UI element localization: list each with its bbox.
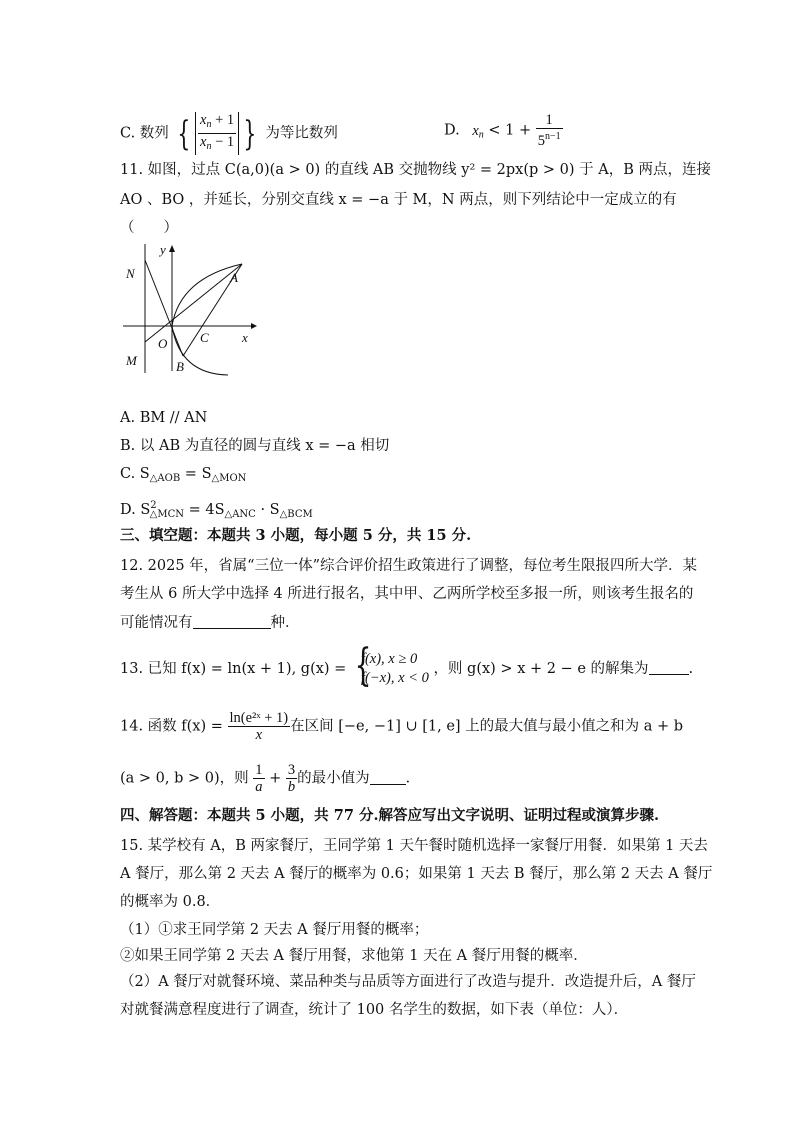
- q11-option-a: A. BM // AN: [120, 410, 208, 426]
- q11-option-d: D. $S^2_{\triangle MCN} = 4S_{\triangle ANC} \cdot S_{\triangle BCM}$: [120, 500, 313, 520]
- fraction-3-over-b: $\frac{3}{b}$: [287, 762, 296, 795]
- q14-line1: 14. 函数 f(x) = $\frac{\text{ln(e²ˣ + 1)}}{x}$ 在区间 [−e, −1] ∪ [1, e] 上的最大值与最小值之和为 a + b: [120, 710, 684, 743]
- q15-line1: 15. 某学校有 A，B 两家餐厅，王同学第 1 天午餐时随机选择一家餐厅用餐．如果第 1 天去: [120, 838, 708, 854]
- relation: < 1 +: [483, 122, 536, 139]
- q15-line6: （2）A 餐厅对就餐环境、菜品种类与品质等方面进行了改造与提升．改造提升后，A 餐厅: [120, 974, 696, 990]
- label-n: N: [126, 266, 135, 281]
- option-label: C.: [120, 125, 136, 142]
- q15-line2: A 餐厅，那么第 2 天去 A 餐厅的概率为 0.6；如果第 1 天去 B 餐厅，那么第 2 天去 A 餐厅: [120, 866, 713, 882]
- q12-line3: 可能情况有 种．: [120, 612, 300, 633]
- section3-heading: 三、填空题：本题共 3 小题，每小题 5 分，共 15 分.: [120, 527, 472, 544]
- label-m: M: [126, 353, 137, 368]
- q11-option-c: C. $S_{\triangle AOB} = S_{\triangle MON}$: [120, 466, 247, 484]
- x-axis-arrow-icon: [251, 323, 257, 329]
- q11-stem-line3: （ ）: [120, 220, 178, 236]
- q12-line1: 12. 2025 年，省属“三位一体”综合评价招生政策进行了调整，每位考生限报四所大学．某: [120, 558, 698, 574]
- q15-line3: 的概率为 0.8．: [120, 894, 221, 910]
- q12-line2: 考生从 6 所大学中选择 4 所进行报名，其中甲、乙两所学校至多报一所，则该考生报名的: [120, 586, 694, 602]
- q15-line5: ②如果王同学第 2 天去 A 餐厅用餐，求他第 1 天在 A 餐厅用餐的概率．: [120, 948, 588, 964]
- option-text: 为等比数列: [265, 125, 338, 142]
- right-brace: }: [243, 113, 257, 154]
- q10-option-d: [444, 112, 563, 149]
- q11-figure: [118, 238, 263, 378]
- sequence-fraction: $\frac{x_n + 1}{x_n - 1}$: [200, 112, 235, 152]
- q14-line2: (a > 0, b > 0)，则 $\frac{1}{a}$ + $\frac{3}{b}$ 的最小值为 ．: [120, 762, 421, 795]
- q10-option-c: [120, 112, 338, 155]
- q11-stem-line1: 11. 如图，过点 C(a,0)(a > 0) 的直线 AB 交抛物线 y² = 2px(p > 0) 于 A，B 两点，连接: [120, 162, 711, 178]
- section4-heading: 四、解答题：本题共 5 小题，共 77 分.解答应写出文字说明、证明过程或演算步骤.: [120, 807, 660, 824]
- option-label: D.: [444, 122, 460, 139]
- var-x: x: [472, 122, 479, 139]
- q15-line4: （1）①求王同学第 2 天去 A 餐厅用餐的概率；: [120, 922, 429, 938]
- q11-stem-line2: AO 、BO ，并延长，分别交直线 x = −a 于 M，N 两点，则下列结论中一定成立的有: [120, 192, 677, 208]
- label-y: y: [160, 242, 166, 257]
- y-axis-arrow-icon: [169, 245, 175, 252]
- line-ao-extended: [145, 264, 242, 342]
- label-x: x: [242, 330, 248, 345]
- fraction-1-over-a: $\frac{1}{a}$: [255, 762, 263, 795]
- label-c: C: [200, 330, 209, 345]
- function-fraction: $\frac{\text{ln(e²ˣ + 1)}}{x}$: [229, 710, 289, 743]
- option-text: 数列: [139, 125, 169, 142]
- fraction: $\frac{1}{5^{n-1}}$: [537, 112, 561, 149]
- q15-line7: 对就餐满意程度进行了调查，统计了 100 名学生的数据，如下表（单位：人）．: [120, 1002, 629, 1018]
- left-brace: {: [177, 113, 191, 154]
- answer-blank[interactable]: [370, 768, 406, 785]
- answer-blank[interactable]: [193, 612, 271, 629]
- label-o: O: [158, 336, 168, 351]
- subscript: n: [478, 129, 484, 141]
- answer-blank[interactable]: [649, 658, 689, 675]
- q11-option-b: B. 以 AB 为直径的圆与直线 x = −a 相切: [120, 438, 390, 454]
- label-a: A: [230, 270, 238, 285]
- q13-line: 13. 已知 f(x) = ln(x + 1), g(x) = { f(x), x ≥ 0 f(−x), x < 0 ，则 g(x) > x + 2 − e 的解集为 .: [120, 640, 694, 691]
- piecewise-function: { f(x), x ≥ 0 f(−x), x < 0: [354, 640, 429, 691]
- abs-value: [195, 112, 239, 155]
- label-b: B: [176, 359, 184, 374]
